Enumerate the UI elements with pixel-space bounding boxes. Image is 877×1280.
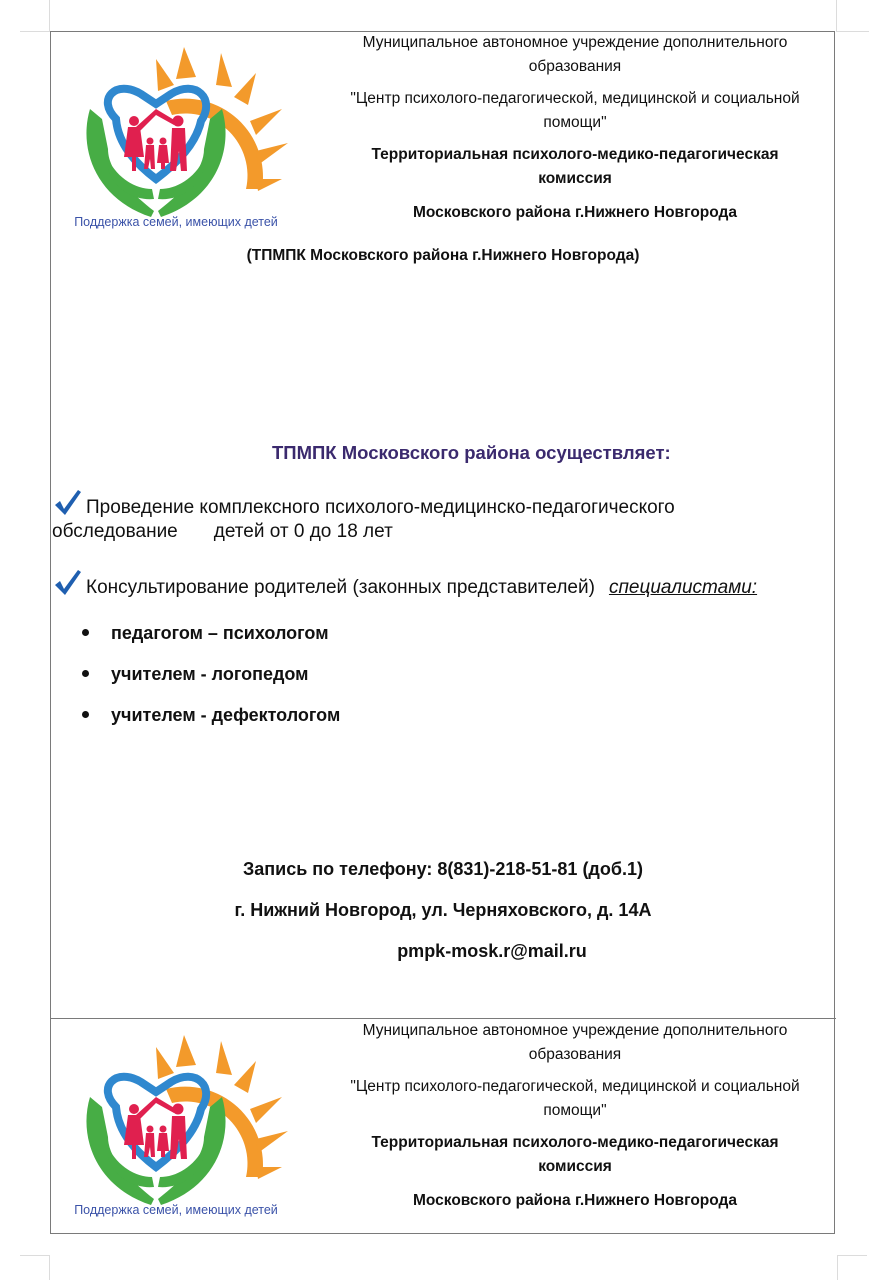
- logo-caption: Поддержка семей, имеющих детей: [74, 215, 278, 229]
- commission-abbreviation: (ТПМПК Московского района г.Нижнего Новгорода): [246, 247, 640, 264]
- checkmark-icon: [52, 487, 82, 517]
- page-corner-marker: [836, 31, 869, 32]
- center-name-line: помощи": [543, 114, 607, 131]
- district-name-line: Московского района г.Нижнего Новгорода: [412, 204, 738, 221]
- service-text: Проведение комплексного психолого-медицинско-педагогического: [86, 497, 675, 518]
- org-name-line: образования: [528, 1046, 622, 1063]
- page-corner-marker: [20, 0, 50, 32]
- organization-info: [315, 1019, 835, 1213]
- page-corner-marker: [836, 0, 837, 31]
- service-text: обследование: [52, 521, 178, 542]
- specialists-label: специалистами:: [608, 577, 758, 598]
- org-name-line: Муниципальное автономное учреждение дополнительного: [362, 1022, 788, 1039]
- page-corner-marker: [20, 1255, 50, 1256]
- specialist-name: педагогом – психологом: [111, 622, 329, 643]
- list-item: [82, 653, 340, 694]
- address: г. Нижний Новгород, ул. Черняховского, д. 14А: [234, 900, 652, 920]
- list-item: [82, 612, 340, 653]
- specialist-name: учителем - дефектологом: [111, 704, 341, 725]
- district-name-line: Московского района г.Нижнего Новгорода: [412, 1192, 738, 1209]
- org-name-line: образования: [528, 58, 622, 75]
- org-name-line: Муниципальное автономное учреждение дополнительного: [362, 34, 788, 51]
- organization-info: [315, 31, 835, 225]
- document-header: [50, 31, 836, 271]
- document-header-repeat: [50, 1019, 836, 1259]
- service-text: Консультирование родителей (законных представителей): [86, 577, 595, 598]
- page-corner-marker: [837, 1255, 838, 1280]
- family-support-logo: [56, 1027, 296, 1227]
- bullet-icon: [82, 711, 89, 718]
- email-link[interactable]: pmpk-mosk.r@mail.ru: [397, 941, 587, 961]
- checkmark-icon: [52, 567, 82, 597]
- specialists-list: [82, 612, 340, 735]
- logo-caption: Поддержка семей, имеющих детей: [74, 1203, 278, 1217]
- bullet-icon: [82, 629, 89, 636]
- center-name-line: "Центр психолого-педагогической, медицинской и социальной: [350, 90, 800, 107]
- page-corner-marker: [837, 1255, 867, 1256]
- specialist-name: учителем - логопедом: [111, 663, 309, 684]
- service-item: [52, 487, 675, 519]
- commission-name-line: комиссия: [538, 1158, 612, 1175]
- commission-name-line: комиссия: [538, 170, 612, 187]
- center-name-line: помощи": [543, 1102, 607, 1119]
- hands-icon: [86, 109, 225, 217]
- center-name-line: "Центр психолого-педагогической, медицинской и социальной: [350, 1078, 800, 1095]
- commission-name-line: Территориальная психолого-медико-педагогическая: [371, 1134, 779, 1151]
- service-text: детей от 0 до 18 лет: [213, 521, 393, 542]
- family-support-logo: [56, 39, 296, 239]
- bullet-icon: [82, 670, 89, 677]
- phone-contact: Запись по телефону: 8(831)-218-51-81 (доб.1): [243, 859, 643, 879]
- commission-name-line: Территориальная психолого-медико-педагогическая: [371, 146, 779, 163]
- hands-icon: [86, 1097, 225, 1205]
- service-item-continuation: [52, 521, 393, 543]
- page-corner-marker: [49, 0, 50, 31]
- section-title: ТПМПК Московского района осуществляет:: [272, 442, 671, 463]
- list-item: [82, 694, 340, 735]
- service-item: [52, 567, 757, 599]
